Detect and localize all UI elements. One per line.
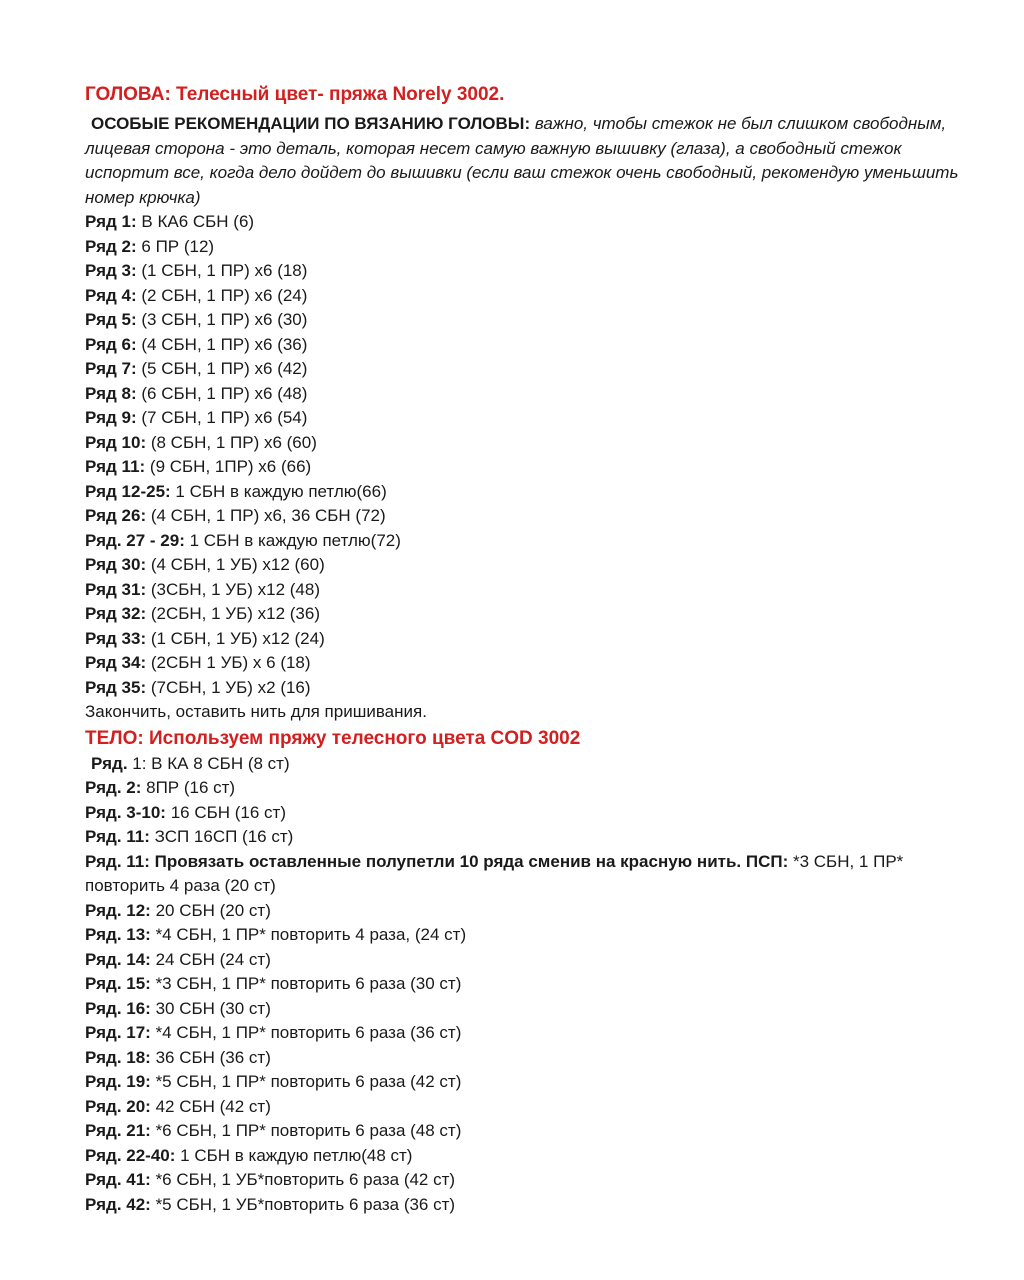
row-label: Ряд. 20: — [85, 1096, 151, 1116]
row-label: Ряд. 19: — [85, 1072, 151, 1091]
head-finish-note: Закончить, оставить нить для пришивания. — [85, 702, 427, 721]
pattern-row — [85, 333, 965, 358]
pattern-row — [85, 1095, 965, 1120]
pattern-page — [85, 83, 965, 1217]
pattern-row — [85, 651, 965, 676]
row-label: Ряд. 18: — [85, 1047, 151, 1067]
pattern-row — [85, 776, 965, 801]
row-label: Ряд 34: — [85, 653, 147, 672]
pattern-row — [85, 578, 965, 603]
row-text: (3СБН, 1 УБ) х12 (48) — [146, 579, 321, 599]
row-label: Ряд 9: — [85, 408, 137, 427]
row-text: (2СБН, 1 УБ) х12 (36) — [146, 604, 321, 623]
pattern-row — [85, 210, 965, 235]
row-text: *5 СБН, 1 УБ*повторить 6 раза (36 ст) — [150, 1194, 456, 1214]
row-label: Ряд. 22-40: — [85, 1145, 176, 1165]
row-label: Ряд. 16: — [85, 998, 151, 1018]
row-text: ЗСП 16СП (16 ст) — [149, 827, 294, 846]
row-label: Ряд 4: — [85, 285, 137, 305]
pattern-row — [85, 1046, 965, 1071]
pattern-row — [85, 1021, 965, 1046]
row-label: Ряд 5: — [85, 310, 137, 329]
row-text: 30 СБН (30 ст) — [150, 998, 271, 1018]
row-text: 1 СБН в каждую петлю(72) — [184, 530, 401, 550]
row-label: Ряд. 14: — [85, 949, 151, 969]
pattern-row — [85, 627, 965, 652]
pattern-row — [85, 308, 965, 333]
pattern-row — [85, 284, 965, 309]
row-text: *3 СБН, 1 ПР* повторить 6 раза (30 ст) — [150, 974, 462, 993]
pattern-row — [85, 899, 965, 924]
body-row-11-join — [85, 850, 965, 899]
row-text: *5 СБН, 1 ПР* повторить 6 раза (42 ст) — [150, 1072, 462, 1091]
pattern-row — [85, 259, 965, 284]
row-label: Ряд. 13: — [85, 925, 151, 944]
note-heading: ОСОБЫЕ РЕКОМЕНДАЦИИ ПО ВЯЗАНИЮ ГОЛОВЫ: — [91, 114, 531, 133]
row-label: Ряд 26: — [85, 506, 147, 525]
row-text: 6 ПР (12) — [136, 236, 215, 256]
row-label: Ряд 12-25: — [85, 481, 171, 501]
row-text: *6 СБН, 1 ПР* повторить 6 раза (48 ст) — [150, 1121, 462, 1140]
row-label: Ряд 30: — [85, 555, 147, 574]
row-label: Ряд 1: — [85, 212, 137, 231]
row-text: (7 СБН, 1 ПР) х6 (54) — [136, 408, 308, 427]
row-label: Ряд 33: — [85, 628, 147, 648]
pattern-row — [85, 1168, 965, 1193]
row-label: Ряд 3: — [85, 261, 137, 280]
row-label: Ряд 31: — [85, 579, 147, 599]
row-label: Ряд. 11: Провязать оставленные полупетли 10 ряда сменив на красную нить. ПСП: — [85, 851, 789, 871]
pattern-row — [85, 431, 965, 456]
row-label: Ряд 32: — [85, 604, 147, 623]
row-text: *4 СБН, 1 ПР* повторить 6 раза (36 ст) — [150, 1023, 462, 1042]
row-text: (4 СБН, 1 ПР) х6, 36 СБН (72) — [146, 506, 386, 525]
row-text: 20 СБН (20 ст) — [150, 900, 271, 920]
row-text: *4 СБН, 1 ПР* повторить 4 раза, (24 ст) — [150, 925, 467, 944]
row-text: (4 СБН, 1 УБ) х12 (60) — [146, 555, 325, 574]
pattern-row — [85, 235, 965, 260]
row-text: *3 СБН, 1 ПР* повторить 4 раза (20 ст) — [85, 851, 904, 895]
row-label: Ряд. 42: — [85, 1194, 151, 1214]
row-text: (2 СБН, 1 ПР) х6 (24) — [136, 285, 308, 305]
head-title-lead: ГОЛОВА — [85, 84, 165, 105]
row-label: Ряд. 12: — [85, 900, 151, 920]
row-text: (5 СБН, 1 ПР) х6 (42) — [136, 359, 308, 378]
row-text: (1 СБН, 1 ПР) х6 (18) — [136, 261, 308, 280]
head-section-title — [85, 83, 965, 107]
pattern-row — [85, 529, 965, 554]
row-label: Ряд 7: — [85, 359, 137, 378]
row-label: Ряд 2: — [85, 236, 137, 256]
row-label: Ряд 11: — [85, 457, 146, 476]
pattern-row — [85, 553, 965, 578]
pattern-row — [85, 997, 965, 1022]
row-text: 1: В КА 8 СБН (8 ст) — [127, 753, 290, 773]
pattern-row — [85, 825, 965, 850]
row-label: Ряд. 3-10: — [85, 802, 166, 822]
row-text: *6 СБН, 1 УБ*повторить 6 раза (42 ст) — [150, 1170, 456, 1189]
row-label: Ряд 10: — [85, 432, 147, 452]
pattern-row — [85, 357, 965, 382]
pattern-row — [85, 406, 965, 431]
pattern-row — [85, 1119, 965, 1144]
row-label: Ряд 8: — [85, 383, 137, 403]
pattern-row — [85, 676, 965, 701]
body-title-rest: Используем пряжу телесного цвета COD 3002 — [143, 727, 581, 749]
row-text: (2СБН 1 УБ) х 6 (18) — [146, 653, 311, 672]
row-label: Ряд. 41: — [85, 1170, 151, 1189]
row-label: Ряд. 21: — [85, 1121, 151, 1140]
row-text: (6 СБН, 1 ПР) х6 (48) — [136, 383, 308, 403]
head-title-rest: : Телесный цвет- пряжа Norely 3002. — [164, 84, 505, 105]
row-text: 42 СБН (42 ст) — [150, 1096, 271, 1116]
row-text: (4 СБН, 1 ПР) х6 (36) — [136, 334, 308, 354]
pattern-row — [85, 602, 965, 627]
pattern-row — [85, 1070, 965, 1095]
row-text: (7СБН, 1 УБ) х2 (16) — [146, 677, 311, 697]
row-label: Ряд. 15: — [85, 974, 151, 993]
row-label: Ряд. 27 - 29: — [85, 530, 185, 550]
body-rows-bottom-list — [85, 899, 965, 1218]
row-text: 36 СБН (36 ст) — [150, 1047, 271, 1067]
row-text: 24 СБН (24 ст) — [150, 949, 271, 969]
pattern-row — [85, 801, 965, 826]
pattern-row — [85, 382, 965, 407]
row-text: 1 СБН в каждую петлю(66) — [170, 481, 387, 501]
note-body: важно, чтобы стежок не был слишком свободным, лицевая сторона - это деталь, которая несет самую важную вышивку (глаза), а свободный стежок испортит все, когда дело дойдет до вышивки (если ваш стежок очень свободный, рекомендую уменьшить номер крючка) — [85, 114, 959, 207]
row-text: (3 СБН, 1 ПР) х6 (30) — [136, 310, 308, 329]
head-special-recommendations — [85, 112, 965, 210]
row-text: 1 СБН в каждую петлю(48 ст) — [175, 1145, 413, 1165]
pattern-row — [85, 504, 965, 529]
row-label: Ряд. 17: — [85, 1023, 151, 1042]
body-rows-top-list — [85, 752, 965, 850]
pattern-row — [85, 972, 965, 997]
pattern-row — [85, 1193, 965, 1218]
pattern-row — [85, 455, 965, 480]
row-text: (1 СБН, 1 УБ) х12 (24) — [146, 628, 325, 648]
pattern-row — [85, 1144, 965, 1169]
row-label: Ряд. 2: — [85, 778, 142, 797]
pattern-row — [85, 948, 965, 973]
pattern-row — [85, 752, 965, 777]
body-section-title — [85, 727, 965, 751]
body-title-lead: ТЕЛО: — [85, 727, 144, 749]
row-label: Ряд 6: — [85, 334, 137, 354]
row-text: 8ПР (16 ст) — [141, 778, 236, 797]
row-label: Ряд. 11: — [85, 827, 150, 846]
row-text: 16 СБН (16 ст) — [165, 802, 286, 822]
row-label: Ряд 35: — [85, 677, 147, 697]
row-label: Ряд. — [91, 753, 128, 773]
pattern-row — [85, 923, 965, 948]
pattern-row — [85, 480, 965, 505]
row-text: В КА6 СБН (6) — [136, 212, 255, 231]
head-rows-list — [85, 210, 965, 700]
row-text: (8 СБН, 1 ПР) х6 (60) — [146, 432, 317, 452]
row-text: (9 СБН, 1ПР) х6 (66) — [145, 457, 312, 476]
